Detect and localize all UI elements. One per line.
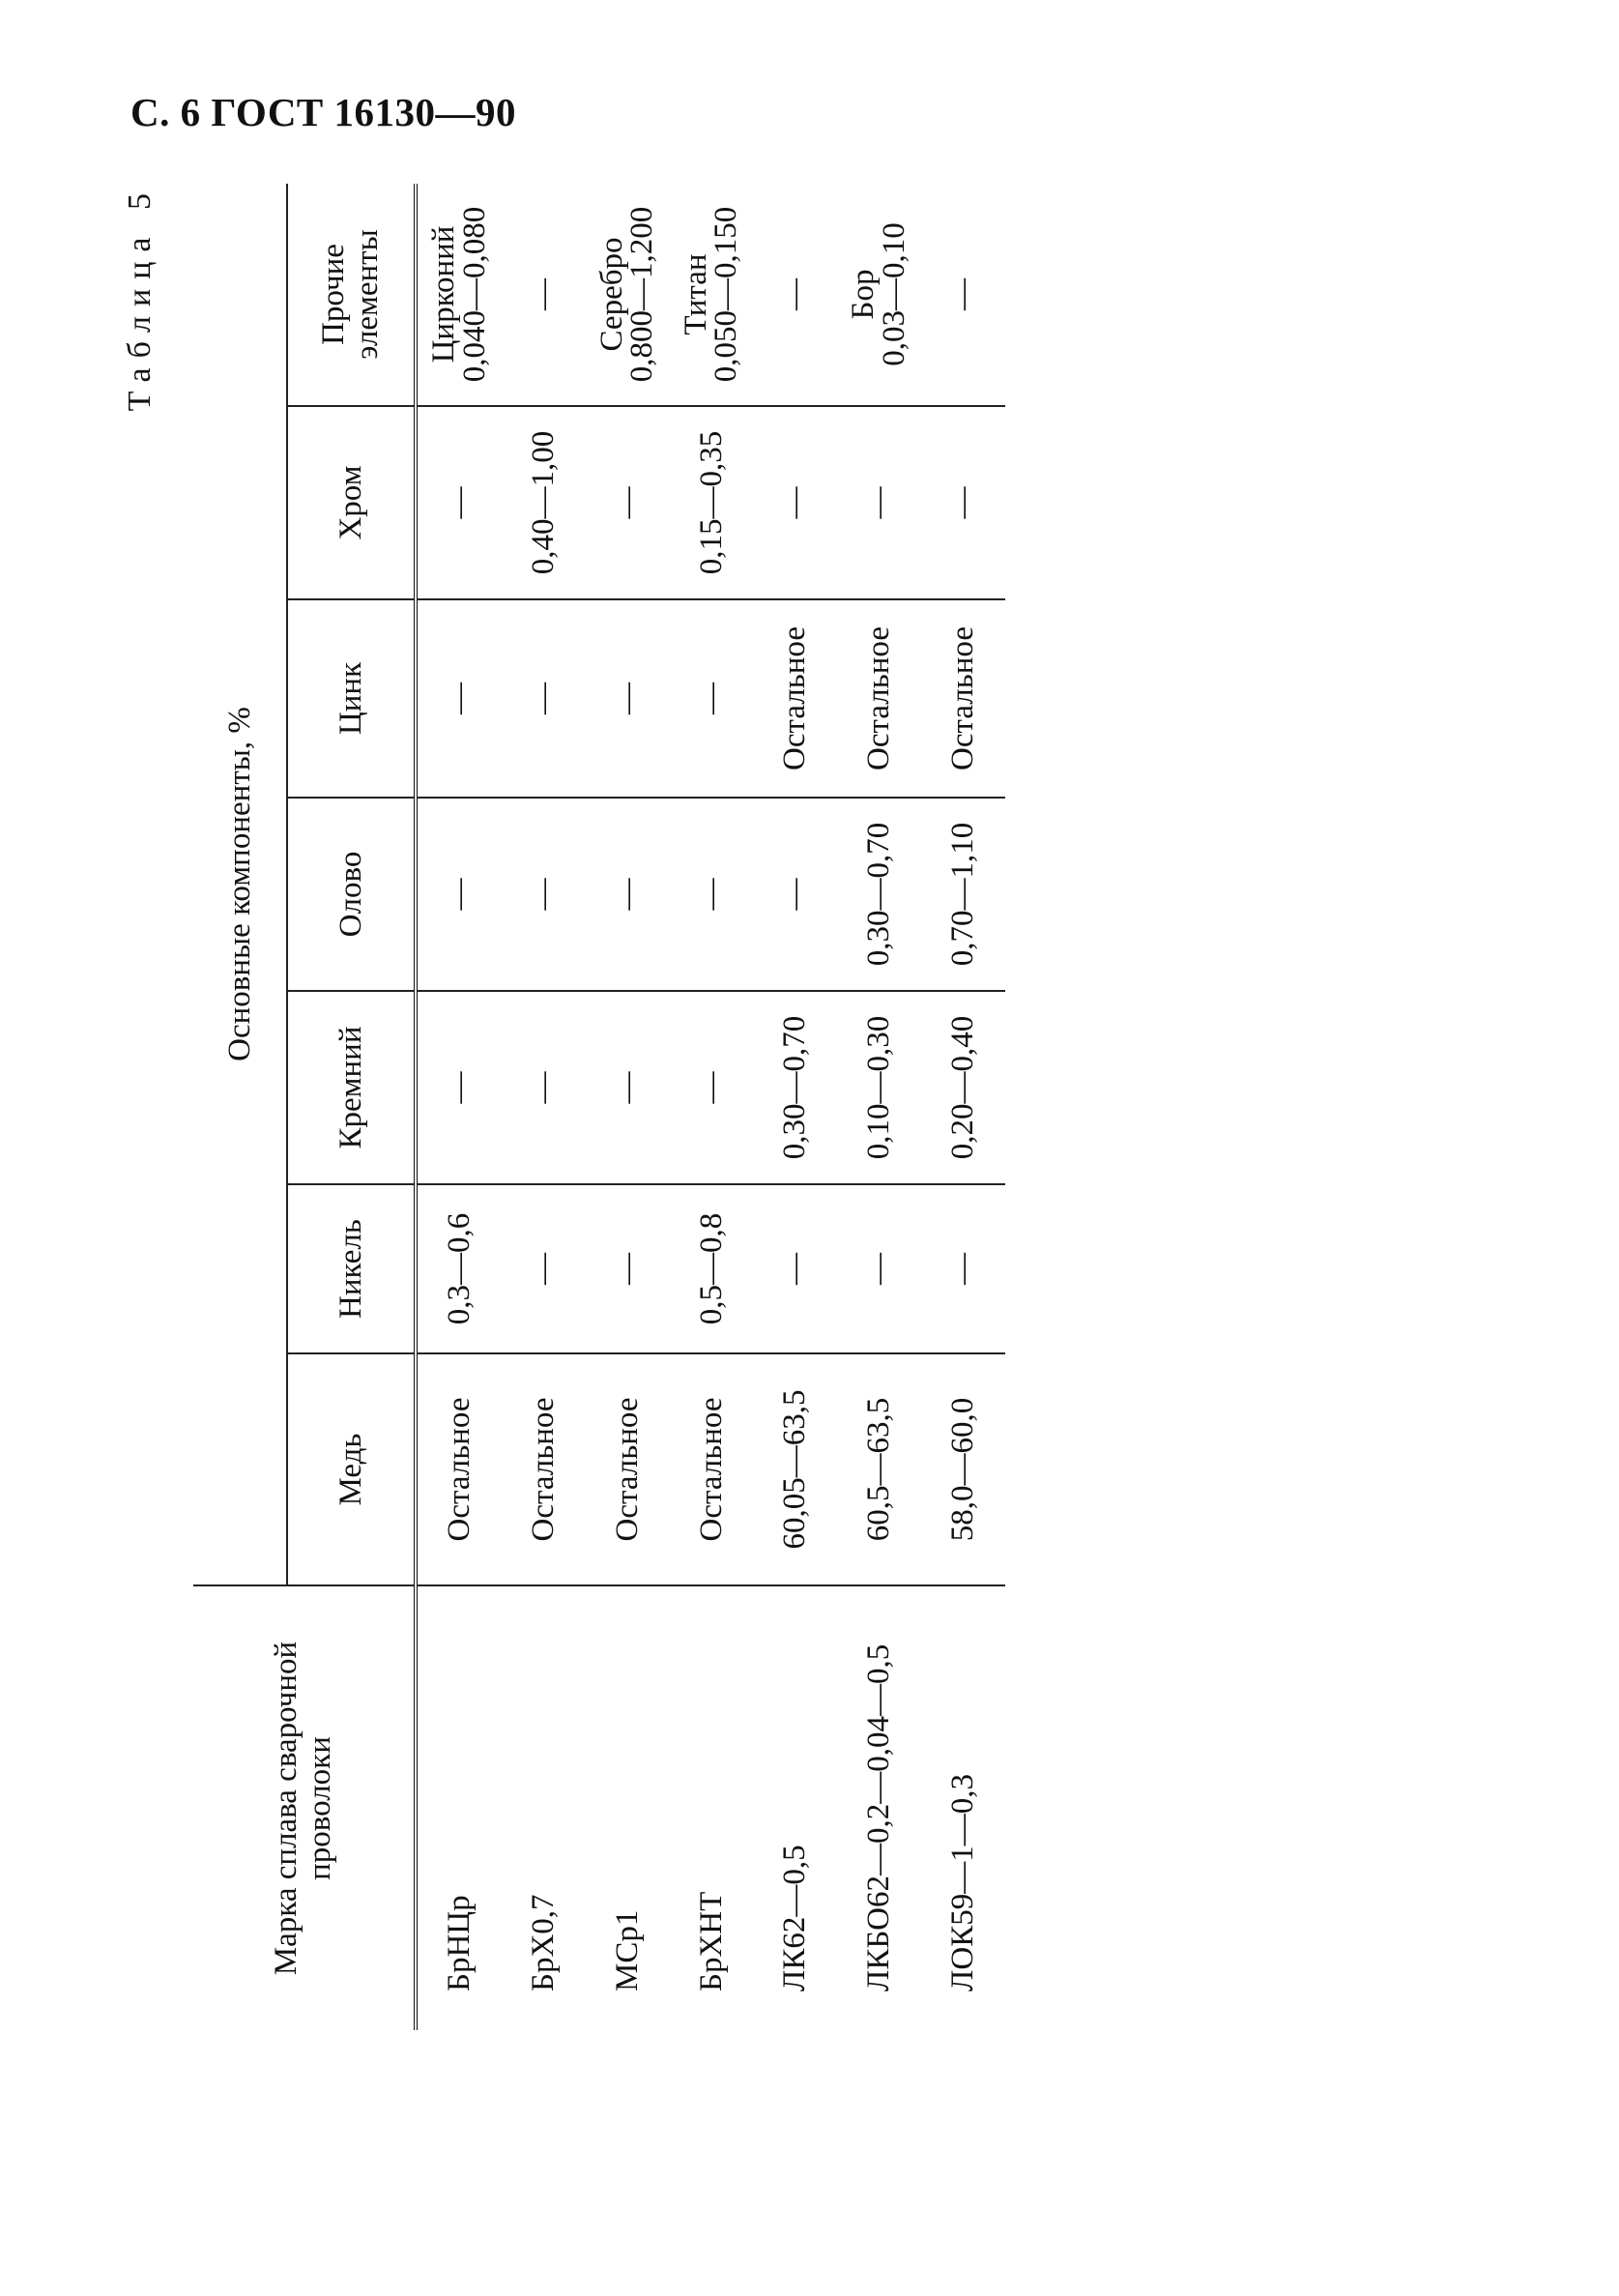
table-row xyxy=(502,184,586,2030)
other-element-name: Серебро xyxy=(594,237,630,352)
column-group-header: Основные компоненты, % xyxy=(193,184,287,1585)
cell-chromium: — xyxy=(754,406,838,599)
cell-copper: 58,0—60,0 xyxy=(921,1353,1005,1585)
cell-other xyxy=(586,184,670,406)
column-header-zinc: Цинк xyxy=(287,599,416,798)
other-element-name: Титан xyxy=(678,253,713,335)
cell-mark: ЛК62—0,5 xyxy=(777,1845,813,1991)
cell-mark: БрХНТ xyxy=(693,1891,729,1991)
cell-nickel: — xyxy=(754,1184,838,1353)
cell-silicon: 0,30—0,70 xyxy=(754,991,838,1184)
cell-chromium: — xyxy=(586,406,670,599)
cell-mark: ЛОК59—1—0,3 xyxy=(945,1774,981,1991)
cell-copper: Остальное xyxy=(416,1353,502,1585)
other-element-value: 0,050—0,150 xyxy=(708,206,744,383)
cell-mark: БрНЦр xyxy=(442,1895,477,1991)
table-caption: Таблица 5 xyxy=(122,184,158,412)
column-header-tin: Олово xyxy=(287,798,416,991)
cell-zinc: Остальное xyxy=(837,599,921,798)
cell-chromium: — xyxy=(416,406,502,599)
cell-nickel: 0,5—0,8 xyxy=(670,1184,754,1353)
table-row xyxy=(921,184,1005,2030)
cell-tin: 0,70—1,10 xyxy=(921,798,1005,991)
cell-copper: Остальное xyxy=(502,1353,586,1585)
cell-copper: 60,05—63,5 xyxy=(754,1353,838,1585)
cell-other xyxy=(502,184,586,406)
other-element-value: 0,800—1,200 xyxy=(624,206,660,383)
cell-copper: 60,5—63,5 xyxy=(837,1353,921,1585)
column-header-mark: Марка сплава сварочной проволоки xyxy=(193,1585,416,2030)
other-element-value: 0,040—0,080 xyxy=(456,206,492,383)
cell-zinc: — xyxy=(586,599,670,798)
cell-nickel: — xyxy=(837,1184,921,1353)
alloy-composition-table xyxy=(193,184,1005,2030)
other-element-value: — xyxy=(944,277,980,310)
cell-tin: — xyxy=(754,798,838,991)
column-header-copper: Медь xyxy=(287,1353,416,1585)
other-element-value: 0,03—0,10 xyxy=(876,222,911,366)
cell-other xyxy=(754,184,838,406)
cell-copper: Остальное xyxy=(586,1353,670,1585)
cell-mark: ЛКБО62—0,2—0,04—0,5 xyxy=(861,1643,897,1991)
cell-chromium: — xyxy=(837,406,921,599)
cell-tin: — xyxy=(670,798,754,991)
cell-tin: 0,30—0,70 xyxy=(837,798,921,991)
cell-tin: — xyxy=(416,798,502,991)
cell-mark: МСр1 xyxy=(609,1909,645,1991)
cell-zinc: — xyxy=(670,599,754,798)
cell-other xyxy=(837,184,921,406)
cell-chromium: 0,40—1,00 xyxy=(502,406,586,599)
cell-zinc: — xyxy=(416,599,502,798)
cell-silicon: — xyxy=(416,991,502,1184)
cell-nickel: — xyxy=(921,1184,1005,1353)
column-header-other: Прочие элементы xyxy=(287,184,416,406)
table-row xyxy=(754,184,838,2030)
cell-chromium: 0,15—0,35 xyxy=(670,406,754,599)
cell-zinc: Остальное xyxy=(921,599,1005,798)
cell-nickel: — xyxy=(586,1184,670,1353)
column-header-silicon: Кремний xyxy=(287,991,416,1184)
other-element-name: Бор xyxy=(846,269,882,320)
table-row xyxy=(670,184,754,2030)
other-element-value: — xyxy=(777,277,813,310)
cell-tin: — xyxy=(502,798,586,991)
cell-silicon: — xyxy=(502,991,586,1184)
cell-zinc: Остальное xyxy=(754,599,838,798)
cell-silicon: — xyxy=(586,991,670,1184)
cell-silicon: 0,10—0,30 xyxy=(837,991,921,1184)
table-row xyxy=(837,184,921,2030)
column-header-chromium: Хром xyxy=(287,406,416,599)
cell-other xyxy=(670,184,754,406)
cell-other xyxy=(416,184,502,406)
other-element-value: — xyxy=(525,277,561,310)
cell-nickel: — xyxy=(502,1184,586,1353)
cell-other xyxy=(921,184,1005,406)
page-header: С. 6 ГОСТ 16130—90 xyxy=(130,90,517,134)
cell-zinc: — xyxy=(502,599,586,798)
table-row xyxy=(586,184,670,2030)
cell-chromium: — xyxy=(921,406,1005,599)
table-row xyxy=(416,184,502,2030)
cell-tin: — xyxy=(586,798,670,991)
cell-copper: Остальное xyxy=(670,1353,754,1585)
cell-nickel: 0,3—0,6 xyxy=(416,1184,502,1353)
rotated-table-block xyxy=(122,184,1005,2030)
cell-silicon: 0,20—0,40 xyxy=(921,991,1005,1184)
column-header-nickel: Никель xyxy=(287,1184,416,1353)
other-element-name: Цирконий xyxy=(426,225,462,363)
cell-mark: БрХ0,7 xyxy=(526,1894,562,1991)
cell-silicon: — xyxy=(670,991,754,1184)
